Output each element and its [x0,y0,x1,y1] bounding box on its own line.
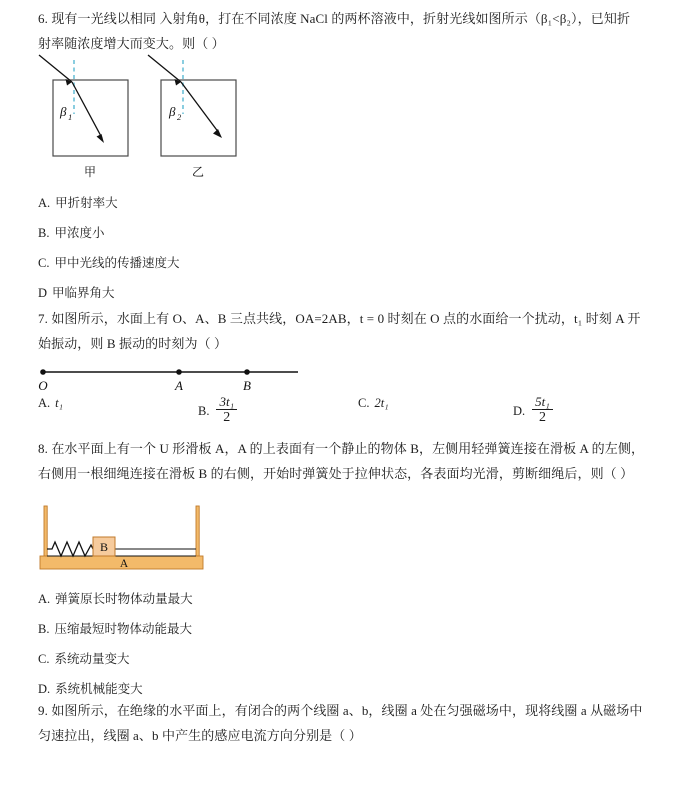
slider-a-label: A [119,558,129,570]
option-key: A. [38,592,51,606]
option-row[interactable] [38,218,656,248]
fraction-denominator: 2 [223,410,231,425]
option-row[interactable] [38,614,656,644]
fraction [532,395,553,425]
question-6-options [38,188,656,308]
question-6-stem-line-2: 射率随浓度增大而变大。则（ ） [38,36,225,51]
option-key: C. [38,652,50,666]
block-b-label: B [99,540,109,554]
question-8-number: 8. [38,441,48,456]
slider-right-wall [196,506,199,556]
slider-left-wall [44,506,47,556]
figure-u-slider-spring [36,504,211,576]
question-9-stem-line-1 [38,698,656,723]
angle-label-beta1-sub: 1 [68,112,73,122]
question-7-number: 7. [38,311,48,326]
point-label-b: B [243,378,251,393]
question-6-number: 6. [38,11,48,26]
option-key: D. [38,682,51,696]
option-row[interactable] [38,188,656,218]
question-7-stem-text-1: 如图所示，水面上有 O、A、B 三点共线，OA=2AB，t = 0 时刻在 O 点的水面给一个扰动，t₁ 时刻 A 开 [51,311,641,326]
question-9 [38,698,656,748]
option-label: 甲浓度小 [54,226,105,240]
fraction-numerator: 5t₁ [532,395,553,410]
question-8-options [38,584,656,704]
option-row[interactable] [38,278,656,308]
question-6 [38,6,656,56]
question-9-stem-text-1: 如图所示，在绝缘的水平面上，有闭合的两个线圈 a、b，线圈 a 处在匀强磁场中，现将线圈 a 从磁场中 [51,703,643,718]
option-key: A. [38,196,51,210]
fraction-numerator: 3t₁ [216,395,237,410]
option-key: C. [358,396,370,410]
point-marker-o [40,369,46,375]
option-row[interactable] [198,396,358,426]
question-7 [38,306,656,356]
question-7-options [38,396,656,432]
question-6-stem-line-1 [38,6,656,31]
option-row[interactable] [38,248,656,278]
refracted-arrow-right [213,129,222,138]
option-key: D [38,286,48,300]
point-marker-a [176,369,182,375]
option-label: t₁ [55,396,63,410]
option-label: 系统机械能变大 [55,682,143,696]
option-key: B. [38,226,50,240]
spring-coil [47,542,93,556]
angle-label-beta2-sub: 2 [177,112,182,122]
question-7-stem-line-1 [38,306,656,331]
point-label-a: A [175,378,183,393]
figure-collinear-points [36,362,306,394]
question-7-stem-line-2: 始振动，则 B 振动的时刻为（ ） [38,336,228,351]
option-key: C. [38,256,50,270]
option-label: 甲折射率大 [55,196,118,210]
option-label: 甲临界角大 [52,286,115,300]
option-label: 甲中光线的传播速度大 [54,256,180,270]
option-label: 系统动量变大 [54,652,130,666]
option-label: 2t₁ [374,396,389,410]
refracted-ray-left [72,82,102,138]
option-row-group [38,396,656,426]
point-marker-b [244,369,250,375]
question-8-stem-text-1: 在水平面上有一个 U 形滑板 A，A 的上表面有一个静止的物体 B，左侧用轻弹簧连接在滑板 A 的左侧， [51,441,645,456]
beaker-caption-right: 乙 [191,165,205,179]
figure-refraction-two-beakers [36,52,266,187]
refracted-ray-right [181,82,219,133]
option-row[interactable] [358,396,513,411]
option-key: B. [38,622,50,636]
beaker-caption-left: 甲 [83,165,97,179]
option-key: B. [198,403,210,418]
question-8-stem-line-1 [38,436,656,461]
angle-label-beta1: β [60,104,67,119]
question-9-stem-line-2: 匀速拉出，线圈 a、b 中产生的感应电流方向分别是（ ） [38,728,362,743]
option-key: A. [38,396,51,410]
option-label: 压缩最短时物体动能最大 [54,622,192,636]
option-key: D. [513,403,526,418]
question-6-stem-text-1: 现有一光线以相同 入射角θ，打在不同浓度 NaCl 的两杯溶液中，折射光线如图所示（β₁<β₂），已知折 [51,11,631,26]
question-9-number: 9. [38,703,48,718]
incident-ray-left [39,55,72,82]
option-row[interactable] [38,584,656,614]
option-row[interactable] [38,644,656,674]
fraction [216,395,237,425]
option-label: 弹簧原长时物体动量最大 [55,592,193,606]
incident-ray-right [148,55,181,82]
question-8 [38,436,656,486]
angle-label-beta2: β [169,104,176,119]
option-row[interactable] [513,396,555,426]
fraction-denominator: 2 [538,410,546,425]
option-row[interactable] [38,396,198,411]
question-8-stem-line-2: 右侧用一根细绳连接在滑板 B 的右侧，开始时弹簧处于拉伸状态，各表面均光滑，剪断细绳后，则（ ） [38,466,634,481]
point-label-o: O [38,378,48,393]
refracted-arrow-left [97,134,105,143]
